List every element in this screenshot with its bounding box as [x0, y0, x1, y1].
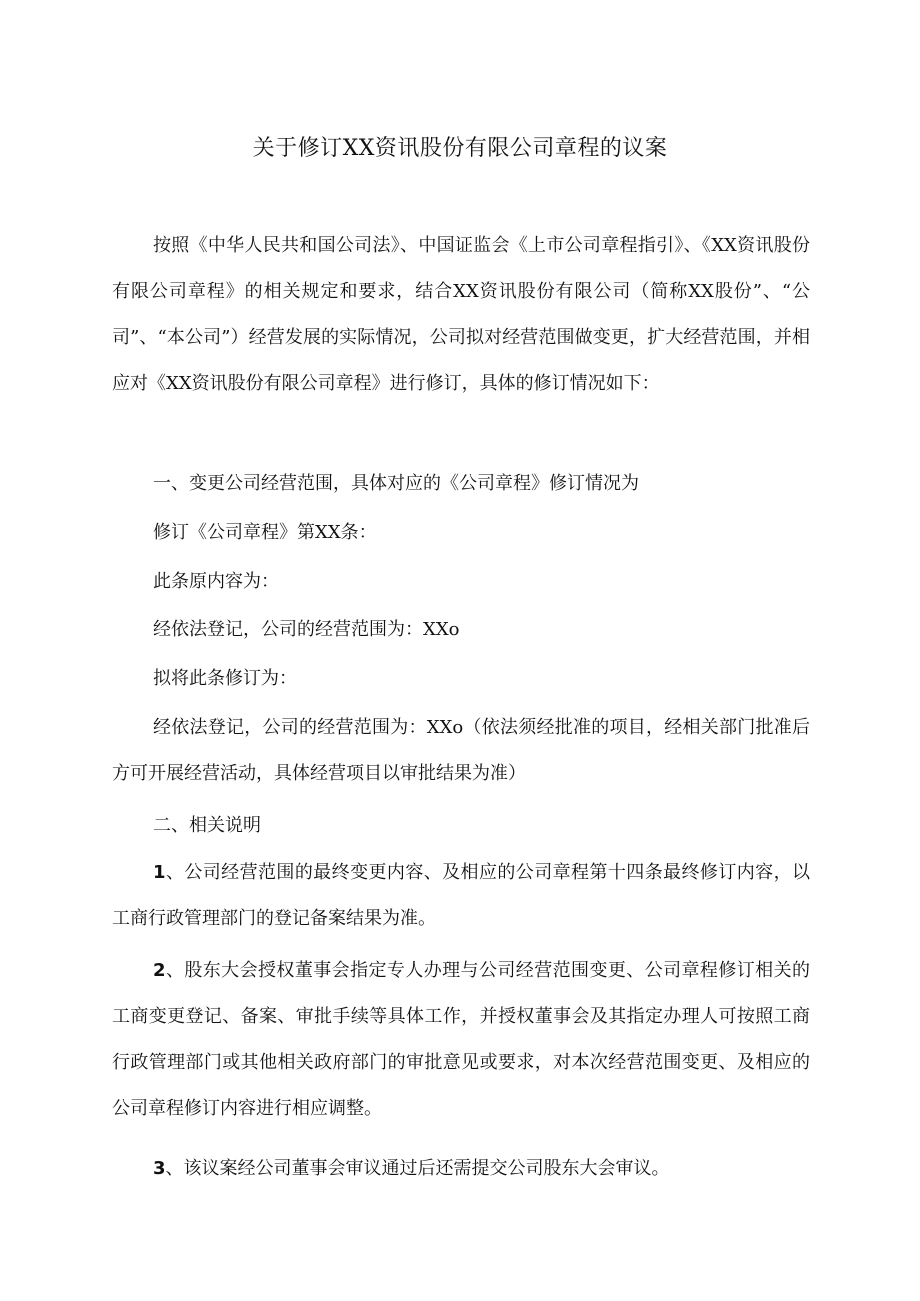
- amend-article-line: 修订《公司章程》第XX条：: [153, 522, 377, 543]
- intro-paragraph: 按照《中华人民共和国公司法》、中国证监会《上市公司章程指引》、《XX资讯股份有限公司章程》的相关规定和要求，结合XX资讯股份有限公司（简称XX股份”、“公司”、“本公司”）经营发展的实际情况，公司拟对经营范围做变更，扩大经营范围，并相应对《XX资讯股份有限公司章程》进行修订，具体的修订情况如下：: [112, 235, 810, 394]
- proposed-text: 经依法登记，公司的经营范围为：XXo（依法须经批准的项目，经相关部门批准后方可开展经营活动，具体经营项目以审批结果为准）: [112, 717, 810, 784]
- list-item: [112, 850, 810, 942]
- item-number: 2: [153, 960, 166, 981]
- list-item: [112, 948, 810, 1132]
- original-text: 经依法登记，公司的经营范围为：XXo: [153, 619, 460, 640]
- section2-heading: 二、相关说明: [153, 815, 261, 836]
- list-item: [112, 1146, 810, 1192]
- original-label: 此条原内容为：: [153, 571, 279, 592]
- proposed-label: 拟将此条修订为：: [153, 668, 297, 689]
- document-title: 关于修订XX资讯股份有限公司章程的议案: [252, 136, 668, 161]
- item-number: 1: [153, 862, 166, 883]
- item-text: 、公司经营范围的最终变更内容、及相应的公司章程第十四条最终修订内容，以工商行政管理部门的登记备案结果为准。: [112, 862, 810, 929]
- item-number: 3: [153, 1158, 166, 1179]
- section1-heading: 一、变更公司经营范围，具体对应的《公司章程》修订情况为: [153, 473, 639, 494]
- item-text: 、该议案经公司董事会审议通过后还需提交公司股东大会审议。: [165, 1158, 670, 1179]
- item-text: 、股东大会授权董事会指定专人办理与公司经营范围变更、公司章程修订相关的工商变更登记、备案、审批手续等具体工作，并授权董事会及其指定办理人可按照工商行政管理部门或其他相关政府部门的审批意见或要求，对本次经营范围变更、及相应的公司章程修订内容进行相应调整。: [112, 960, 810, 1119]
